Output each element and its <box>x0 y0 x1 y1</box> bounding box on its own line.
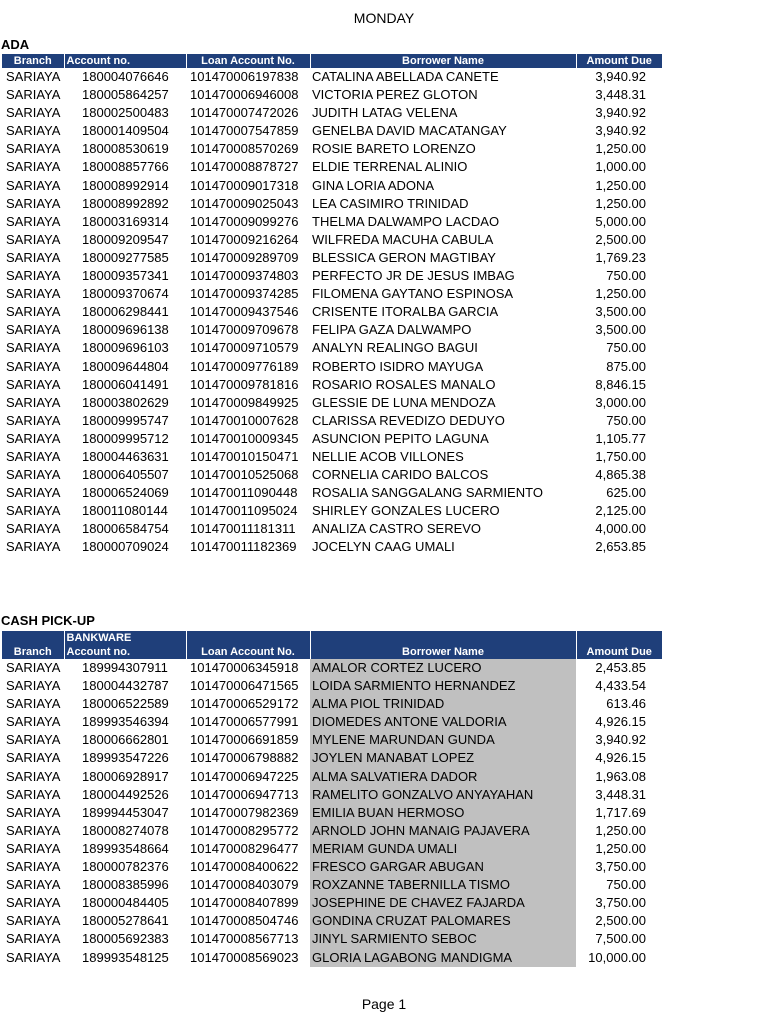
account-number-cell: 180006928917 <box>82 768 169 784</box>
table-row <box>2 267 662 285</box>
table-row <box>2 930 662 948</box>
table-row <box>2 659 662 677</box>
amount-due-cell: 3,750.00 <box>595 859 646 875</box>
column-header-branch: Branch <box>2 54 64 68</box>
branch-cell: SARIAYA <box>6 358 61 374</box>
account-number-cell: 180005692383 <box>82 931 169 947</box>
loan-account-cell: 101470006577991 <box>190 714 299 730</box>
account-number-cell: 189993546394 <box>82 714 169 730</box>
amount-due-cell: 3,448.31 <box>595 786 646 802</box>
branch-cell: SARIAYA <box>6 105 61 121</box>
branch-cell: SARIAYA <box>6 895 61 911</box>
account-number-cell: 180001409504 <box>82 123 169 139</box>
branch-cell: SARIAYA <box>6 804 61 820</box>
account-number-cell: 180009357341 <box>82 268 169 284</box>
amount-due-cell: 1,717.69 <box>595 804 646 820</box>
branch-cell: SARIAYA <box>6 249 61 265</box>
amount-due-cell: 1,250.00 <box>595 286 646 302</box>
amount-due-cell: 750.00 <box>606 877 646 893</box>
loan-account-cell: 101470009216264 <box>190 231 299 247</box>
table-row <box>2 285 662 303</box>
amount-due-cell: 2,125.00 <box>595 503 646 519</box>
account-number-cell: 180005278641 <box>82 913 169 929</box>
column-header-borrower-name: Borrower Name <box>310 54 576 68</box>
amount-due-cell: 3,500.00 <box>595 322 646 338</box>
loan-account-cell: 101470008400622 <box>190 859 299 875</box>
loan-account-cell: 101470011181311 <box>190 521 296 537</box>
branch-cell: SARIAYA <box>6 231 61 247</box>
loan-account-cell: 101470008878727 <box>190 159 299 175</box>
branch-cell: SARIAYA <box>6 69 61 84</box>
amount-due-cell: 1,250.00 <box>595 177 646 193</box>
table-row <box>2 786 662 804</box>
borrower-name-cell: AMALOR CORTEZ LUCERO <box>310 659 576 677</box>
branch-cell: SARIAYA <box>6 213 61 229</box>
borrower-name-cell: ALMA SALVATIERA DADOR <box>310 768 576 786</box>
amount-due-cell: 2,500.00 <box>595 913 646 929</box>
amount-due-cell: 750.00 <box>606 268 646 284</box>
branch-cell: SARIAYA <box>6 696 61 712</box>
loan-account-cell: 101470009781816 <box>190 376 299 392</box>
borrower-name-cell: MYLENE MARUNDAN GUNDA <box>310 731 576 749</box>
borrower-name-cell: BLESSICA GERON MAGTIBAY <box>312 249 496 265</box>
table-row <box>2 122 662 140</box>
account-number-cell: 180006584754 <box>82 521 169 537</box>
loan-account-cell: 101470008569023 <box>190 949 299 965</box>
branch-cell: SARIAYA <box>6 750 61 766</box>
account-number-cell: 180002500483 <box>82 105 169 121</box>
branch-cell: SARIAYA <box>6 123 61 139</box>
account-number-cell: 180004492526 <box>82 786 169 802</box>
loan-account-cell: 101470006947225 <box>190 768 299 784</box>
borrower-name-cell: THELMA DALWAMPO LACDAO <box>312 213 500 229</box>
loan-account-cell: 101470006471565 <box>190 678 299 694</box>
branch-cell: SARIAYA <box>6 394 61 410</box>
account-number-cell: 180008530619 <box>82 141 169 157</box>
table-row <box>2 339 662 357</box>
account-number-cell: 180011080144 <box>82 503 168 519</box>
table-row <box>2 358 662 376</box>
borrower-name-cell: FRESCO GARGAR ABUGAN <box>310 858 576 876</box>
branch-cell: SARIAYA <box>6 732 61 748</box>
account-number-cell: 180000484405 <box>82 895 169 911</box>
branch-cell: SARIAYA <box>6 340 61 356</box>
borrower-name-cell: ANALYN REALINGO BAGUI <box>312 340 478 356</box>
table-row <box>2 213 662 231</box>
account-number-cell: 180004076646 <box>82 69 169 84</box>
amount-due-cell: 3,448.31 <box>595 87 646 103</box>
table-row <box>2 520 662 538</box>
borrower-name-cell: ROXZANNE TABERNILLA TISMO <box>310 876 576 894</box>
amount-due-cell: 625.00 <box>606 485 646 501</box>
table-row <box>2 303 662 321</box>
branch-cell: SARIAYA <box>6 768 61 784</box>
loan-account-cell: 101470006691859 <box>190 732 299 748</box>
borrower-name-cell: JOSEPHINE DE CHAVEZ FAJARDA <box>310 894 576 912</box>
branch-cell: SARIAYA <box>6 539 61 555</box>
amount-due-cell: 2,653.85 <box>595 539 646 555</box>
amount-due-cell: 1,750.00 <box>595 448 646 464</box>
amount-due-cell: 3,000.00 <box>595 394 646 410</box>
table-row <box>2 804 662 822</box>
branch-cell: SARIAYA <box>6 931 61 947</box>
borrower-name-cell: FELIPA GAZA DALWAMPO <box>312 322 472 338</box>
table-row <box>2 231 662 249</box>
borrower-name-cell: FILOMENA GAYTANO ESPINOSA <box>312 286 514 302</box>
loan-account-cell: 101470009437546 <box>190 304 299 320</box>
borrower-name-cell: JOYLEN MANABAT LOPEZ <box>310 749 576 767</box>
table-row <box>2 912 662 930</box>
amount-due-cell: 4,926.15 <box>595 750 646 766</box>
account-number-cell: 180008274078 <box>82 822 169 838</box>
borrower-name-cell: CRISENTE ITORALBA GARCIA <box>312 304 499 320</box>
borrower-name-cell: JOCELYN CAAG UMALI <box>312 539 455 555</box>
account-number-cell: 180003802629 <box>82 394 169 410</box>
borrower-name-cell: GENELBA DAVID MACATANGAY <box>312 123 507 139</box>
borrower-name-cell: ANALIZA CASTRO SEREVO <box>312 521 482 537</box>
branch-cell: SARIAYA <box>6 304 61 320</box>
account-number-cell: 180008992892 <box>82 195 169 211</box>
borrower-name-cell: DIOMEDES ANTONE VALDORIA <box>310 713 576 731</box>
branch-cell: SARIAYA <box>6 412 61 428</box>
borrower-name-cell: ROSARIO ROSALES MANALO <box>312 376 496 392</box>
loan-account-cell: 101470011182369 <box>190 539 297 555</box>
branch-cell: SARIAYA <box>6 467 61 483</box>
borrower-name-cell: JUDITH LATAG VELENA <box>312 105 458 121</box>
amount-due-cell: 7,500.00 <box>595 931 646 947</box>
loan-account-cell: 101470010009345 <box>190 430 299 446</box>
branch-cell: SARIAYA <box>6 322 61 338</box>
section-title-ada: ADA <box>1 37 30 52</box>
amount-due-cell: 4,926.15 <box>595 714 646 730</box>
branch-cell: SARIAYA <box>6 521 61 537</box>
ada-table-body <box>2 68 662 557</box>
account-number-cell: 180009696138 <box>82 322 169 338</box>
amount-due-cell: 4,865.38 <box>595 467 646 483</box>
loan-account-cell: 101470009289709 <box>190 249 299 265</box>
branch-cell: SARIAYA <box>6 859 61 875</box>
column-header-account-top: BANKWARE <box>66 632 132 644</box>
borrower-name-cell: EMILIA BUAN HERMOSO <box>310 804 576 822</box>
amount-due-cell: 2,453.85 <box>595 660 646 675</box>
branch-cell: SARIAYA <box>6 430 61 446</box>
account-number-cell: 189993548664 <box>82 840 169 856</box>
branch-cell: SARIAYA <box>6 177 61 193</box>
table-row <box>2 768 662 786</box>
borrower-name-cell: ROSIE BARETO LORENZO <box>312 141 476 157</box>
account-number-cell: 180004432787 <box>82 678 169 694</box>
table-row <box>2 894 662 912</box>
account-number-cell: 180000709024 <box>82 539 169 555</box>
column-header-loan-account: Loan Account No. <box>186 631 310 659</box>
branch-cell: SARIAYA <box>6 913 61 929</box>
branch-cell: SARIAYA <box>6 87 61 103</box>
loan-account-cell: 101470006345918 <box>190 660 299 675</box>
loan-account-cell: 101470006197838 <box>190 69 299 84</box>
branch-cell: SARIAYA <box>6 286 61 302</box>
column-header-account <box>64 631 186 659</box>
branch-cell: SARIAYA <box>6 714 61 730</box>
loan-account-cell: 101470006798882 <box>190 750 299 766</box>
table-row <box>2 713 662 731</box>
loan-account-cell: 101470009709678 <box>190 322 299 338</box>
loan-account-cell: 101470009099276 <box>190 213 299 229</box>
borrower-name-cell: JINYL SARMIENTO SEBOC <box>310 930 576 948</box>
borrower-name-cell: ROSALIA SANGGALANG SARMIENTO <box>312 485 543 501</box>
table-row <box>2 858 662 876</box>
table-row <box>2 394 662 412</box>
account-number-cell: 189994453047 <box>82 804 169 820</box>
table-row <box>2 538 662 556</box>
amount-due-cell: 3,940.92 <box>595 69 646 84</box>
account-number-cell: 189994307911 <box>82 660 168 675</box>
amount-due-cell: 4,000.00 <box>595 521 646 537</box>
loan-account-cell: 101470008570269 <box>190 141 299 157</box>
column-header-borrower-name: Borrower Name <box>310 631 576 659</box>
borrower-name-cell: LOIDA SARMIENTO HERNANDEZ <box>310 677 576 695</box>
borrower-name-cell: ALMA PIOL TRINIDAD <box>310 695 576 713</box>
branch-cell: SARIAYA <box>6 448 61 464</box>
account-number-cell: 180008992914 <box>82 177 169 193</box>
table-row <box>2 840 662 858</box>
table-row <box>2 177 662 195</box>
branch-cell: SARIAYA <box>6 822 61 838</box>
loan-account-cell: 101470006946008 <box>190 87 299 103</box>
borrower-name-cell: PERFECTO JR DE JESUS IMBAG <box>312 268 515 284</box>
borrower-name-cell: ASUNCION PEPITO LAGUNA <box>312 430 489 446</box>
account-number-cell: 180009995712 <box>82 430 169 446</box>
table-row <box>2 158 662 176</box>
borrower-name-cell: LEA CASIMIRO TRINIDAD <box>312 195 469 211</box>
loan-account-cell: 101470008295772 <box>190 822 299 838</box>
amount-due-cell: 3,750.00 <box>595 895 646 911</box>
borrower-name-cell: GINA LORIA ADONA <box>312 177 435 193</box>
loan-account-cell: 101470008296477 <box>190 840 299 856</box>
amount-due-cell: 613.46 <box>606 696 646 712</box>
account-number-cell: 180003169314 <box>82 213 169 229</box>
amount-due-cell: 1,963.08 <box>595 768 646 784</box>
amount-due-cell: 1,250.00 <box>595 840 646 856</box>
borrower-name-cell: ARNOLD JOHN MANAIG PAJAVERA <box>310 822 576 840</box>
borrower-name-cell: ELDIE TERRENAL ALINIO <box>312 159 468 175</box>
branch-cell: SARIAYA <box>6 376 61 392</box>
table-row <box>2 376 662 394</box>
amount-due-cell: 4,433.54 <box>595 678 646 694</box>
account-number-cell: 180000782376 <box>82 859 169 875</box>
account-number-cell: 180009696103 <box>82 340 169 356</box>
loan-account-cell: 101470009374803 <box>190 268 299 284</box>
table-row <box>2 731 662 749</box>
branch-cell: SARIAYA <box>6 195 61 211</box>
loan-account-cell: 101470008504746 <box>190 913 299 929</box>
loan-account-cell: 101470008403079 <box>190 877 299 893</box>
branch-cell: SARIAYA <box>6 141 61 157</box>
account-number-cell: 180008385996 <box>82 877 169 893</box>
borrower-name-cell: VICTORIA PEREZ GLOTON <box>312 87 478 103</box>
branch-cell: SARIAYA <box>6 660 61 675</box>
account-number-cell: 180006298441 <box>82 304 169 320</box>
borrower-name-cell: RAMELITO GONZALVO ANYAYAHAN <box>310 786 576 804</box>
table-row <box>2 695 662 713</box>
branch-cell: SARIAYA <box>6 678 61 694</box>
branch-cell: SARIAYA <box>6 786 61 802</box>
amount-due-cell: 3,940.92 <box>595 123 646 139</box>
table-row <box>2 822 662 840</box>
account-number-cell: 180006522589 <box>82 696 169 712</box>
loan-account-cell: 101470008567713 <box>190 931 299 947</box>
loan-account-cell: 101470007982369 <box>190 804 299 820</box>
cash-pickup-table <box>2 631 662 967</box>
column-header-amount-due: Amount Due <box>576 631 662 659</box>
branch-cell: SARIAYA <box>6 877 61 893</box>
section-title-cash-pickup: CASH PICK-UP <box>1 613 95 628</box>
loan-account-cell: 101470009374285 <box>190 286 299 302</box>
amount-due-cell: 8,846.15 <box>595 376 646 392</box>
loan-account-cell: 101470011095024 <box>190 503 298 519</box>
table-row <box>2 430 662 448</box>
ada-table <box>2 54 662 557</box>
borrower-name-cell: ROBERTO ISIDRO MAYUGA <box>312 358 484 374</box>
column-header-amount-due: Amount Due <box>576 54 662 68</box>
loan-account-cell: 101470007547859 <box>190 123 299 139</box>
loan-account-cell: 101470006529172 <box>190 696 299 712</box>
amount-due-cell: 875.00 <box>606 358 646 374</box>
amount-due-cell: 1,250.00 <box>595 141 646 157</box>
account-number-cell: 180006405507 <box>82 467 169 483</box>
column-header-branch: Branch <box>2 631 64 659</box>
cash-pickup-table-body <box>2 659 662 967</box>
loan-account-cell: 101470006947713 <box>190 786 299 802</box>
branch-cell: SARIAYA <box>6 268 61 284</box>
borrower-name-cell: CATALINA ABELLADA CANETE <box>312 69 499 84</box>
borrower-name-cell: GONDINA CRUZAT PALOMARES <box>310 912 576 930</box>
table-row <box>2 321 662 339</box>
amount-due-cell: 10,000.00 <box>588 949 646 965</box>
table-row <box>2 104 662 122</box>
account-number-cell: 180009644804 <box>82 358 169 374</box>
table-row <box>2 68 662 86</box>
table-row <box>2 249 662 267</box>
borrower-name-cell: MERIAM GUNDA UMALI <box>310 840 576 858</box>
account-number-cell: 180006524069 <box>82 485 169 501</box>
loan-account-cell: 101470010150471 <box>190 448 299 464</box>
table-row <box>2 876 662 894</box>
borrower-name-cell: NELLIE ACOB VILLONES <box>312 448 464 464</box>
loan-account-cell: 101470009710579 <box>190 340 299 356</box>
branch-cell: SARIAYA <box>6 840 61 856</box>
amount-due-cell: 1,250.00 <box>595 195 646 211</box>
loan-account-cell: 101470010007628 <box>190 412 299 428</box>
loan-account-cell: 101470009017318 <box>190 177 299 193</box>
branch-cell: SARIAYA <box>6 503 61 519</box>
amount-due-cell: 3,940.92 <box>595 105 646 121</box>
column-header-account: Account no. <box>64 54 186 68</box>
loan-account-cell: 101470011090448 <box>190 485 298 501</box>
amount-due-cell: 2,500.00 <box>595 231 646 247</box>
account-number-cell: 180008857766 <box>82 159 169 175</box>
borrower-name-cell: CORNELIA CARIDO BALCOS <box>312 467 489 483</box>
account-number-cell: 180004463631 <box>82 448 169 464</box>
account-number-cell: 189993547226 <box>82 750 169 766</box>
loan-account-cell: 101470008407899 <box>190 895 299 911</box>
branch-cell: SARIAYA <box>6 159 61 175</box>
loan-account-cell: 101470009025043 <box>190 195 299 211</box>
table-row <box>2 140 662 158</box>
loan-account-cell: 101470010525068 <box>190 467 299 483</box>
table-row <box>2 949 662 967</box>
branch-cell: SARIAYA <box>6 949 61 965</box>
table-row <box>2 484 662 502</box>
column-header-loan-account: Loan Account No. <box>186 54 310 68</box>
loan-account-cell: 101470009849925 <box>190 394 299 410</box>
borrower-name-cell: GLORIA LAGABONG MANDIGMA <box>310 949 576 967</box>
amount-due-cell: 1,105.77 <box>595 430 646 446</box>
amount-due-cell: 750.00 <box>606 412 646 428</box>
loan-account-cell: 101470007472026 <box>190 105 299 121</box>
column-header-account-bottom: Account no. <box>66 646 131 658</box>
account-number-cell: 180006041491 <box>82 376 169 392</box>
account-number-cell: 180009370674 <box>82 286 169 302</box>
table-row <box>2 749 662 767</box>
table-row <box>2 412 662 430</box>
account-number-cell: 180009209547 <box>82 231 169 247</box>
amount-due-cell: 3,500.00 <box>595 304 646 320</box>
account-number-cell: 180006662801 <box>82 732 169 748</box>
account-number-cell: 180009277585 <box>82 249 169 265</box>
branch-cell: SARIAYA <box>6 485 61 501</box>
amount-due-cell: 1,769.23 <box>595 249 646 265</box>
page-number: Page 1 <box>361 996 407 1012</box>
amount-due-cell: 1,000.00 <box>595 159 646 175</box>
table-row <box>2 195 662 213</box>
amount-due-cell: 750.00 <box>606 340 646 356</box>
amount-due-cell: 1,250.00 <box>595 822 646 838</box>
borrower-name-cell: WILFREDA MACUHA CABULA <box>312 231 494 247</box>
account-number-cell: 180009995747 <box>82 412 169 428</box>
account-number-cell: 180005864257 <box>82 87 169 103</box>
table-row <box>2 448 662 466</box>
table-row <box>2 86 662 104</box>
borrower-name-cell: CLARISSA REVEDIZO DEDUYO <box>312 412 505 428</box>
page-title: MONDAY <box>353 10 415 26</box>
loan-account-cell: 101470009776189 <box>190 358 299 374</box>
table-row <box>2 677 662 695</box>
account-number-cell: 189993548125 <box>82 949 169 965</box>
amount-due-cell: 3,940.92 <box>595 732 646 748</box>
amount-due-cell: 5,000.00 <box>595 213 646 229</box>
borrower-name-cell: GLESSIE DE LUNA MENDOZA <box>312 394 496 410</box>
table-row <box>2 502 662 520</box>
table-row <box>2 466 662 484</box>
borrower-name-cell: SHIRLEY GONZALES LUCERO <box>312 503 500 519</box>
